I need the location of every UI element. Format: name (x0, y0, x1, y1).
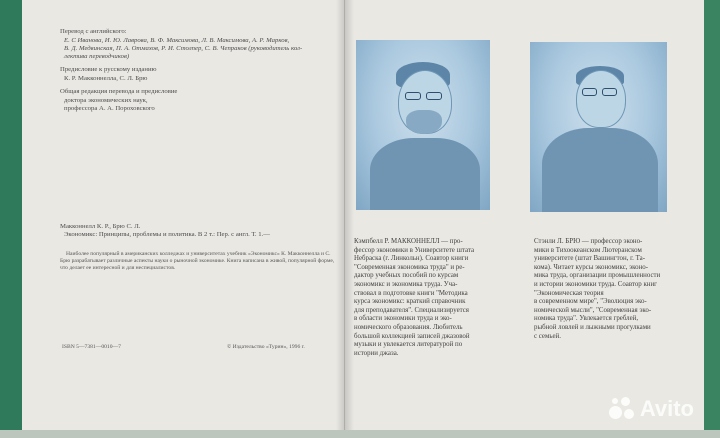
caption-line: дактор учебных пособий по курсам (354, 272, 459, 280)
caption-line: большой коллекцией записей джазовой (354, 332, 470, 340)
translators-line: Е. С Иванова, И. Ю. Лаврова, В. Ф. Максимова, Л. В. Максимова, А. Р. Марков, (64, 37, 290, 44)
caption-line: университете (штат Вашингтон, г. Та- (534, 255, 645, 263)
caption-line: экономикс и экономика труда. Уча- (354, 280, 458, 288)
caption-line: мика труда, организации промышленности (534, 272, 661, 280)
isbn: ISBN 5—7381—0010—7 (62, 344, 121, 350)
caption-line: в современном мире", "Эволюция эко- (534, 298, 647, 306)
caption-line: и истории экономики труда. Соавтор книг (534, 280, 658, 288)
caption-line: кома). Читает курсы экономикс, эконо- (534, 263, 649, 271)
avito-logo-icon (609, 397, 635, 421)
author-photo-brue (530, 42, 667, 212)
left-page (22, 0, 345, 430)
caption-line: мики в Тихоокеанском Лютеранском (534, 246, 642, 254)
author-photo-mcconnell (356, 40, 490, 210)
caption-brue (534, 238, 660, 341)
editorship-line: доктора экономических наук, (64, 97, 148, 104)
avito-watermark (609, 396, 694, 422)
preface-authors: К. Р. Макконнелла, С. Л. Брю (64, 75, 148, 82)
right-page (345, 0, 704, 430)
caption-line: рыбной ловлей и лыжными прогулками (534, 323, 651, 331)
caption-line: ствовал в подготовке книги "Методика (354, 289, 468, 297)
caption-line: "Современная экономика труда" и ре- (354, 263, 465, 271)
caption-mcconnell (354, 238, 474, 358)
annotation-line: Брю разрабатывает различные аспекты науки о рыночной экономике. Книга написана в живой, популярной форме, (60, 258, 335, 264)
caption-line: номического образования. Любитель (354, 323, 463, 331)
annotation-line: что делает ее интересной и для неспециалистов. (60, 265, 176, 271)
caption-line: "Экономическая теория (534, 289, 604, 297)
preface-heading: Предисловие к русскому изданию (60, 66, 157, 73)
copyright: © Издательство «Турин», 1996 г. (227, 344, 305, 350)
caption-line: номической мысли", "Современная эко- (534, 306, 652, 314)
editorship-line: профессора А. А. Пороховского (64, 105, 155, 112)
caption-line: Небраска (г. Линкольн). Соавтор книги (354, 255, 469, 263)
caption-line: фессор экономики в Университете штата (354, 246, 475, 254)
caption-line: номика труда". Увлекается греблей, (534, 315, 639, 323)
caption-line: Кэмпбелл Р. МАККОННЕЛЛ — про- (354, 238, 463, 245)
translators-line: лектива переводчиков) (64, 53, 130, 60)
translators-line: В. Д. Медвинская, П. А. Отмахов, Р. И. Столпер, С. В. Чепраков (руководитель кол- (64, 45, 303, 52)
caption-line: в области экономики труда и эко- (354, 315, 452, 323)
biblio-author-line: Макконнелл К. Р., Брю С. Л. (60, 223, 141, 230)
book-cover-bottom-edge (0, 430, 720, 438)
caption-line: для преподавателя". Специализируется (354, 306, 469, 314)
caption-line: истории джаза. (354, 349, 399, 357)
caption-line: с семьей. (534, 332, 561, 340)
book-cover-left-edge (0, 0, 22, 438)
translated-by-heading: Перевод с английского: (60, 28, 127, 35)
avito-watermark-text: Avito (639, 396, 694, 421)
caption-line: курса экономикс: краткий справочник (354, 298, 466, 306)
caption-line: Стэнли Л. БРЮ — профессор эконо- (534, 238, 643, 245)
editorship-heading: Общая редакция перевода и предисловие (60, 88, 178, 95)
book-gutter-shadow (336, 0, 354, 430)
book-cover-right-edge (704, 0, 720, 438)
biblio-title-line: Экономикс: Принципы, проблемы и политика. В 2 т.: Пер. с англ. Т. 1.— (64, 231, 270, 238)
caption-line: музыки и увлекается литературой по (354, 341, 463, 349)
annotation-line: Наиболее популярный в американских колледжах и университетах учебник «Экономикс» К. Макконнелла и С. (66, 251, 331, 257)
